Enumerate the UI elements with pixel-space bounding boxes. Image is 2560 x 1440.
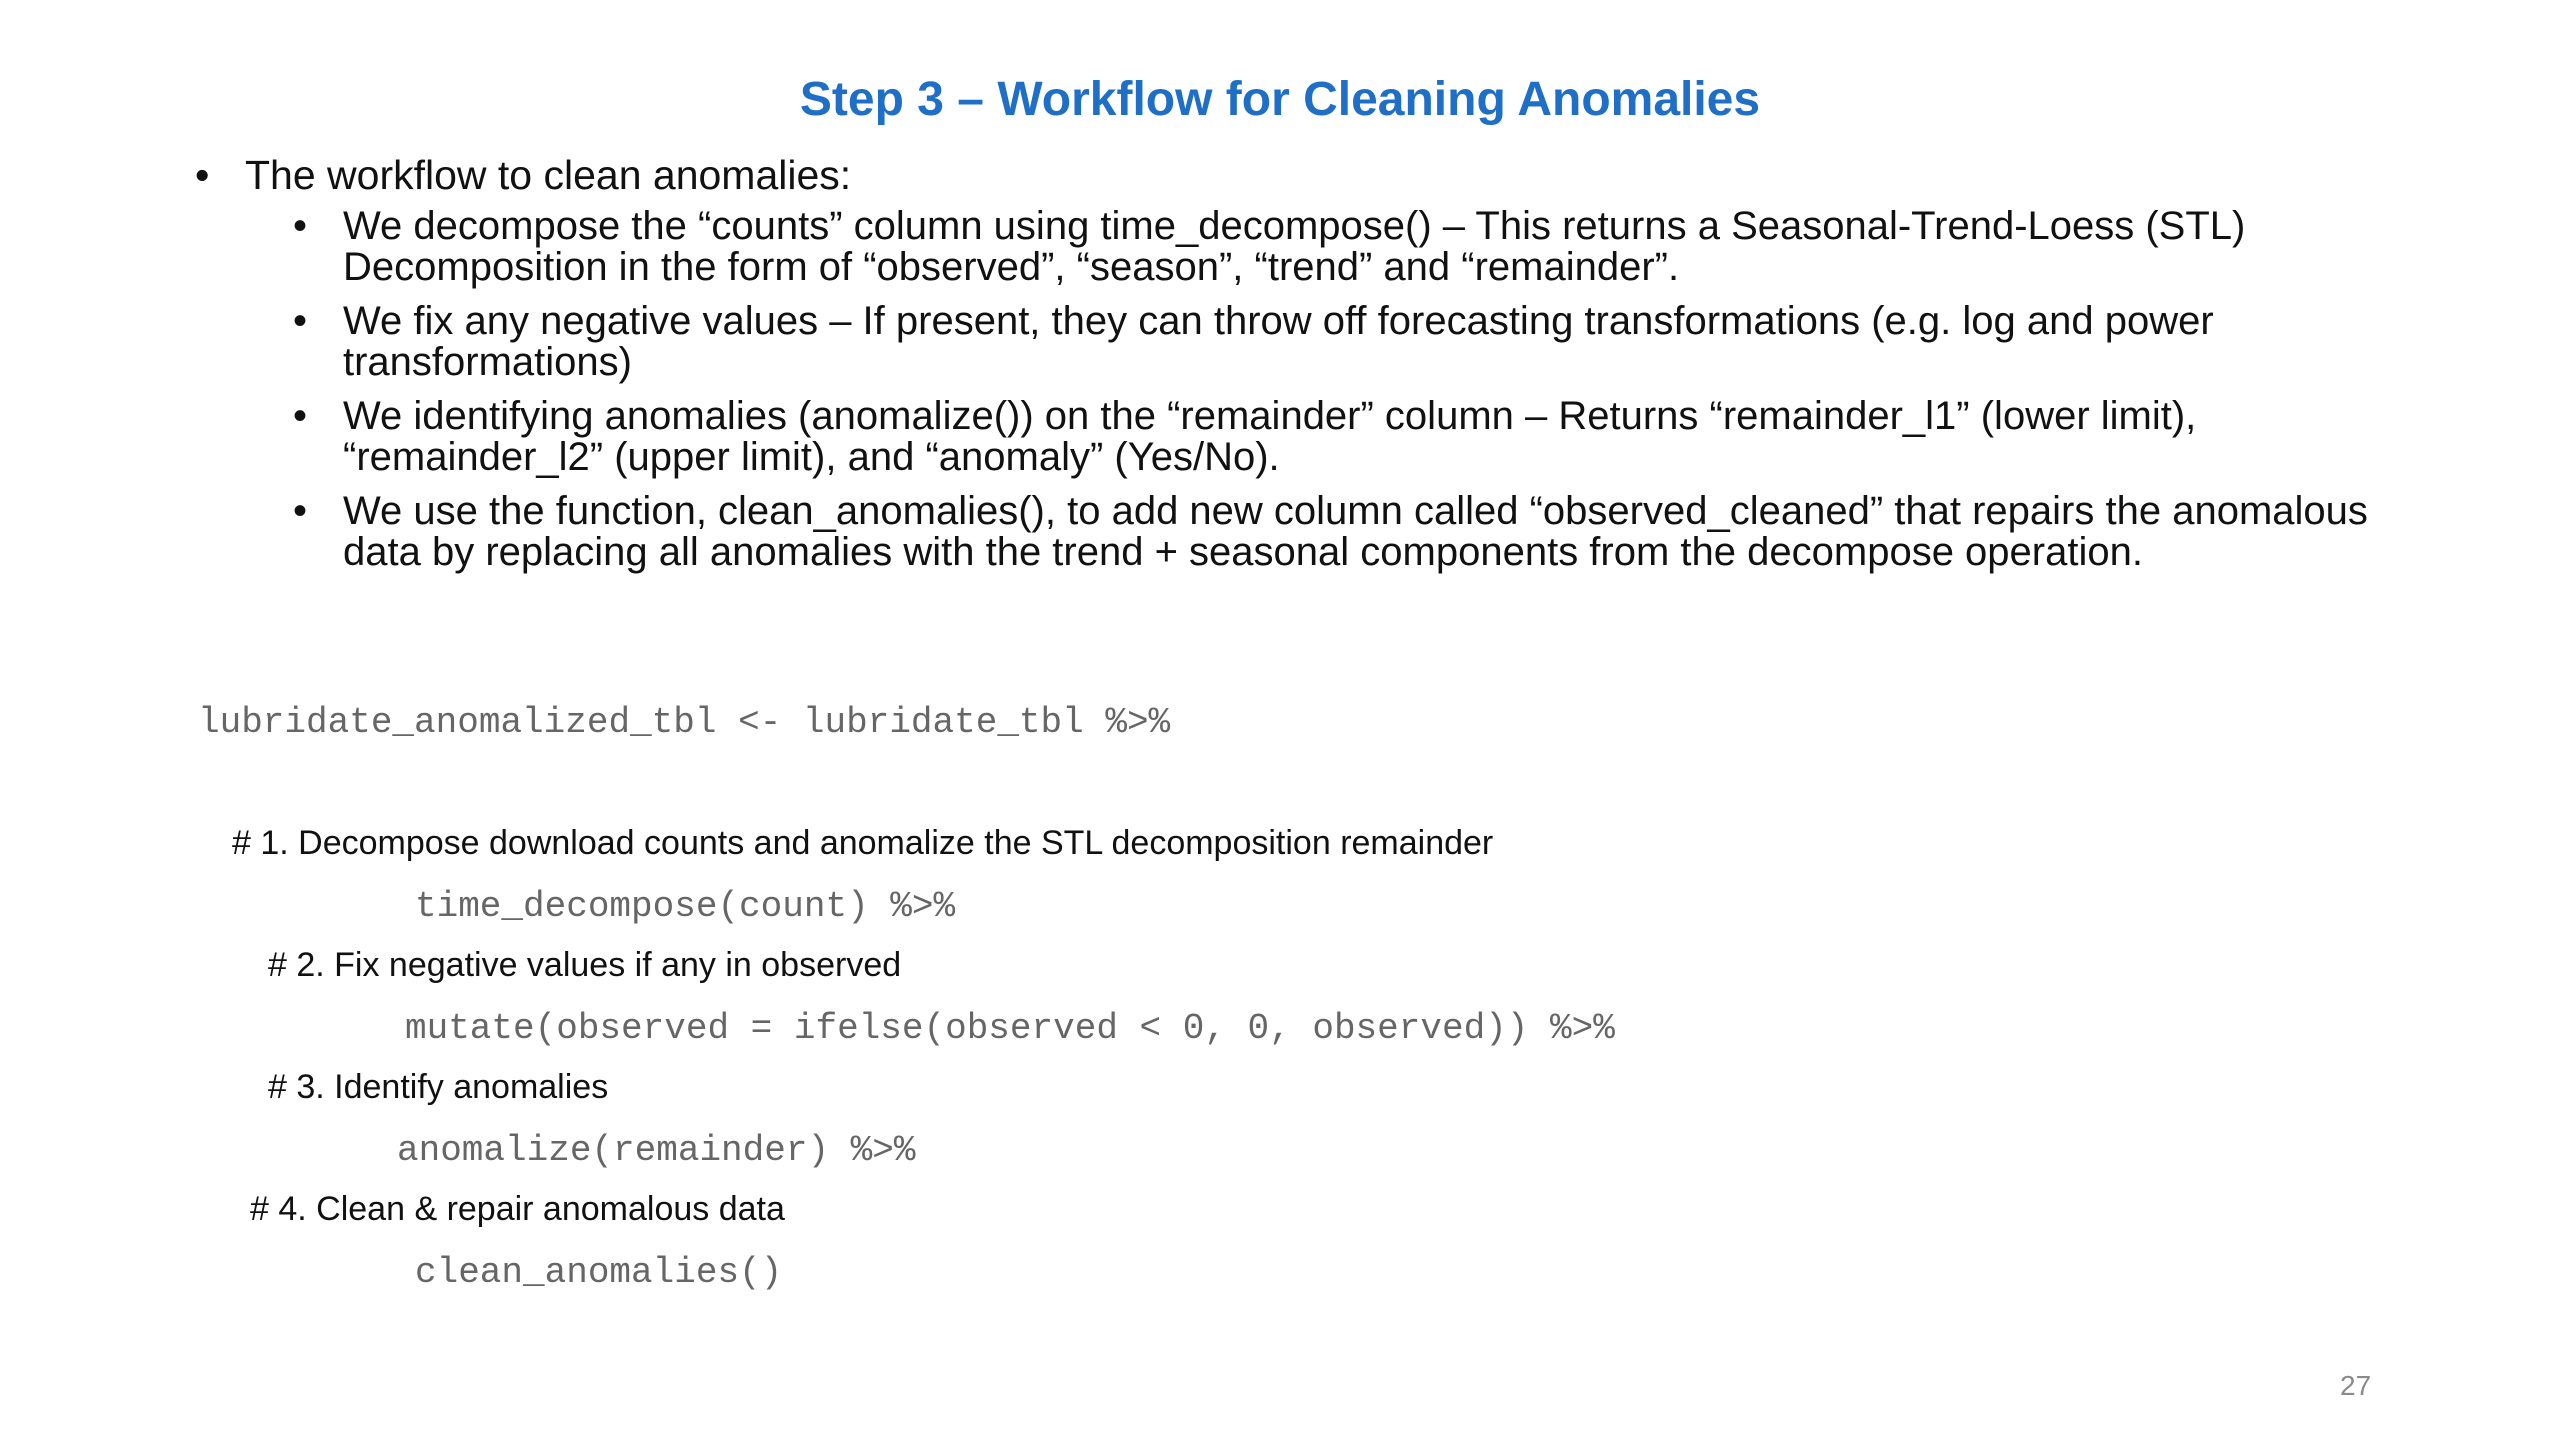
bullet-dot: • (293, 489, 308, 533)
bullet-dot: • (293, 299, 308, 343)
step-item-identify (293, 396, 2415, 478)
code-comment-1: # 1. Decompose download counts and anomalize the STL decomposition remainder (232, 824, 1494, 862)
bullet-list (195, 148, 2415, 586)
step-list (293, 206, 2415, 573)
code-line-2: mutate(observed = ifelse(observed < 0, 0, observed)) %>% (405, 1008, 1615, 1049)
bullet-dot: • (293, 204, 308, 248)
step-text: We use the function, clean_anomalies(), to add new column called “observed_cleaned” that repairs the anomalous data by replacing all anomalies with the trend + seasonal components from the decompose operation. (343, 489, 2368, 574)
step-text: We identifying anomalies (anomalize()) on the “remainder” column – Returns “remainder_l1” (lower limit), “remainder_l2” (upper limit), and “anomaly” (Yes/No). (343, 394, 2197, 479)
step-item-decompose (293, 206, 2415, 288)
step-text: We fix any negative values – If present, they can throw off forecasting transformations (e.g. log and power transformations) (343, 299, 2214, 384)
code-line-3: anomalize(remainder) %>% (397, 1130, 916, 1171)
page-number: 27 (2340, 1370, 2372, 1401)
step-text: We decompose the “counts” column using time_decompose() – This returns a Seasonal-Trend-Loess (STL) Decomposition in the form of “observed”, “season”, “trend” and “remainder”. (343, 204, 2246, 289)
code-line-1: time_decompose(count) %>% (415, 886, 956, 927)
slide-title: Step 3 – Workflow for Cleaning Anomalies (799, 73, 1761, 126)
bullet-intro (195, 148, 2415, 573)
step-item-clean (293, 491, 2415, 573)
code-comment-2: # 2. Fix negative values if any in observed (268, 946, 902, 984)
code-line-4: clean_anomalies() (415, 1252, 783, 1293)
code-comment-3: # 3. Identify anomalies (268, 1068, 609, 1106)
bullet-intro-text: The workflow to clean anomalies: (245, 152, 852, 198)
bullet-dot: • (195, 152, 210, 198)
code-comment-4: # 4. Clean & repair anomalous data (250, 1190, 785, 1228)
step-item-fix-negatives (293, 301, 2415, 383)
bullet-dot: • (293, 394, 308, 438)
code-assignment-line: lubridate_anomalized_tbl <- lubridate_tbl %>% (198, 702, 1171, 743)
